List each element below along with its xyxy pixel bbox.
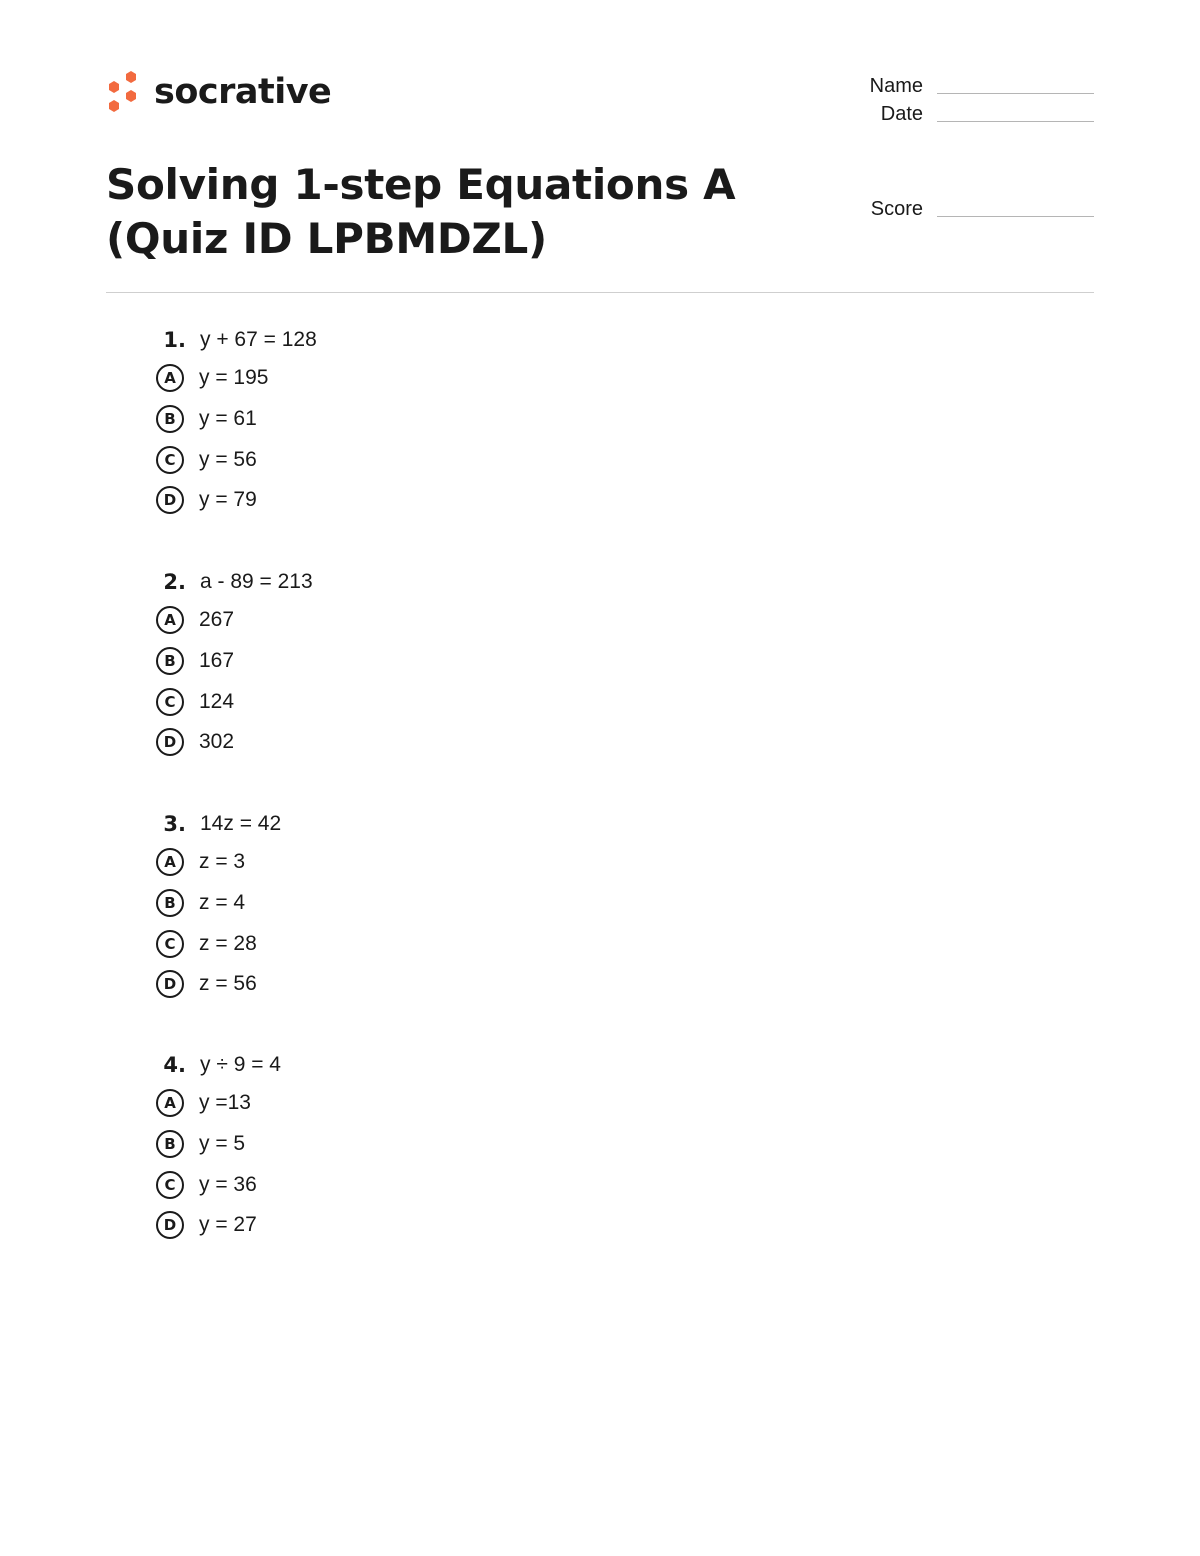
answer-option-d[interactable]: [156, 480, 756, 521]
answer-option-b[interactable]: [156, 883, 756, 924]
answer-option-b[interactable]: [156, 399, 756, 440]
answer-text: y = 36: [199, 1172, 257, 1196]
question-header: [156, 806, 756, 842]
answer-text: 302: [199, 730, 235, 754]
question-header: [156, 322, 756, 358]
answer-option-b[interactable]: [156, 641, 756, 682]
question-4: [156, 1047, 756, 1246]
answer-text: y = 79: [199, 488, 257, 512]
question-header: [156, 1047, 756, 1083]
question-number: 4.: [163, 1053, 186, 1077]
score-field[interactable]: [850, 193, 1094, 223]
score-label: Score: [870, 198, 923, 220]
brand-name: socrative: [154, 71, 332, 112]
answer-text: y = 195: [199, 366, 269, 390]
answer-option-c[interactable]: [156, 681, 756, 722]
socrative-logo: [106, 68, 331, 116]
date-label: Date: [880, 103, 923, 125]
answer-text: 267: [199, 608, 235, 632]
question-number: 3.: [163, 812, 186, 836]
question-2: [156, 564, 756, 763]
answer-bubble[interactable]: A: [156, 364, 184, 392]
answer-text: 167: [199, 649, 235, 673]
question-3: [156, 806, 756, 1005]
question-number: 2.: [163, 570, 186, 594]
answer-text: z = 4: [199, 891, 246, 915]
question-text: y ÷ 9 = 4: [200, 1053, 281, 1076]
answer-bubble[interactable]: B: [156, 647, 184, 675]
answer-option-d[interactable]: [156, 1205, 756, 1246]
answer-option-a[interactable]: [156, 600, 756, 641]
answer-bubble[interactable]: D: [156, 1211, 184, 1239]
answer-option-a[interactable]: [156, 1083, 756, 1124]
answer-text: z = 28: [199, 931, 257, 955]
question-1: [156, 322, 756, 521]
answer-option-d[interactable]: [156, 964, 756, 1005]
date-line[interactable]: [937, 121, 1094, 122]
question-header: [156, 564, 756, 600]
answer-bubble[interactable]: B: [156, 1130, 184, 1158]
answer-bubble[interactable]: D: [156, 486, 184, 514]
answer-bubble[interactable]: C: [156, 930, 184, 958]
answer-option-c[interactable]: [156, 439, 756, 480]
answer-text: y = 27: [199, 1213, 257, 1237]
answer-text: y = 5: [199, 1132, 246, 1156]
question-number: 1.: [163, 328, 186, 352]
answer-bubble[interactable]: B: [156, 889, 184, 917]
answer-bubble[interactable]: C: [156, 446, 184, 474]
answer-bubble[interactable]: A: [156, 606, 184, 634]
answer-option-d[interactable]: [156, 722, 756, 763]
answer-bubble[interactable]: C: [156, 688, 184, 716]
answer-option-a[interactable]: [156, 358, 756, 399]
name-label: Name: [869, 75, 923, 97]
answer-bubble[interactable]: D: [156, 728, 184, 756]
answer-option-a[interactable]: [156, 842, 756, 883]
question-text: a - 89 = 213: [200, 570, 313, 593]
answer-bubble[interactable]: B: [156, 405, 184, 433]
question-text: y + 67 = 128: [200, 328, 317, 351]
answer-bubble[interactable]: A: [156, 848, 184, 876]
answer-bubble[interactable]: C: [156, 1171, 184, 1199]
answer-bubble[interactable]: D: [156, 970, 184, 998]
header-divider: [106, 292, 1094, 293]
question-text: 14z = 42: [200, 812, 282, 835]
date-field[interactable]: [850, 98, 1094, 128]
name-field[interactable]: [850, 70, 1094, 100]
answer-option-c[interactable]: [156, 923, 756, 964]
answer-text: y = 61: [199, 407, 257, 431]
answer-text: y =13: [199, 1091, 251, 1115]
name-line[interactable]: [937, 93, 1094, 94]
answer-option-c[interactable]: [156, 1164, 756, 1205]
answer-option-b[interactable]: [156, 1124, 756, 1165]
answer-text: y = 56: [199, 447, 257, 471]
answer-bubble[interactable]: A: [156, 1089, 184, 1117]
answer-text: z = 56: [199, 972, 257, 996]
score-line[interactable]: [937, 216, 1094, 217]
answer-text: z = 3: [199, 850, 246, 874]
hexagon-cluster-icon: [106, 68, 142, 116]
page-title: Solving 1-step Equations A (Quiz ID LPBMDZL): [106, 160, 736, 263]
answer-text: 124: [199, 689, 235, 713]
